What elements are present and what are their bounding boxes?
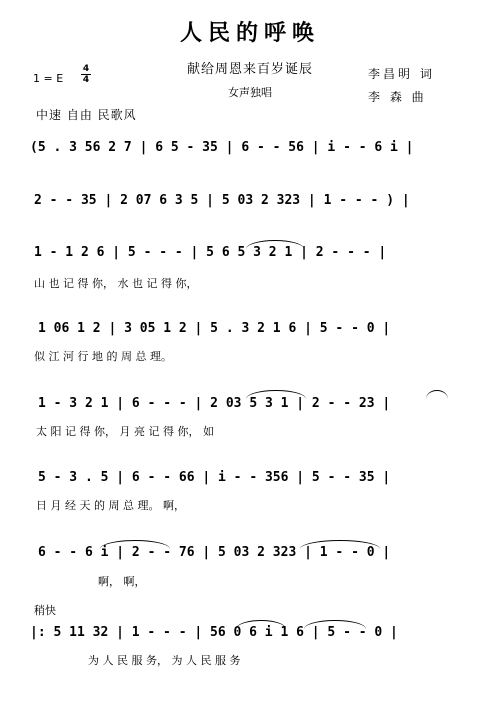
voicing-label: 女声独唱 bbox=[228, 86, 272, 99]
key-signature bbox=[33, 64, 90, 85]
time-signature bbox=[81, 64, 91, 85]
music-line: 1 - 3 2 1 | 6 - - - | 2 03 5 3 1 | 2 - - 23 | bbox=[38, 396, 391, 411]
song-subtitle: 献给周恩来百岁诞辰 bbox=[186, 62, 313, 77]
time-signature-denominator: 4 bbox=[82, 75, 90, 85]
lyric-line: 日 月 经 天 的 周 总 理。 啊， bbox=[36, 499, 185, 512]
song-title: 人民的呼唤 bbox=[179, 21, 320, 46]
key-label: 1 = E bbox=[33, 72, 64, 85]
music-line: |: 5 11 32 | 1 - - - | 56 0 6 i 1 6 | 5 - - 0 | bbox=[30, 625, 398, 640]
slur-mark bbox=[246, 240, 304, 249]
slur-mark bbox=[100, 540, 170, 549]
slur-mark bbox=[426, 390, 448, 399]
music-line: 1 - 1 2 6 | 5 - - - | 5 6 5 3 2 1 | 2 - - - | bbox=[34, 245, 387, 260]
slur-mark bbox=[300, 540, 380, 549]
lyric-line: 山 也 记 得 你， 水 也 记 得 你， bbox=[34, 277, 198, 290]
lyric-line: 为 人 民 服 务， 为 人 民 服 务 bbox=[88, 654, 241, 667]
tempo-marking: 中速 自由 民歌风 bbox=[36, 108, 137, 122]
tempo-change-marking: 稍快 bbox=[34, 604, 56, 617]
slur-mark bbox=[246, 390, 306, 399]
time-signature-numerator: 4 bbox=[82, 64, 90, 74]
slur-mark bbox=[304, 620, 366, 629]
lyric-line: 啊， 啊， bbox=[98, 575, 146, 588]
music-line: 6 - - 6 i | 2 - - 76 | 5 03 2 323 | 1 - - 0 | bbox=[38, 545, 391, 560]
slur-mark bbox=[236, 620, 286, 629]
lyricist-credit: 李昌明 词 bbox=[368, 67, 435, 81]
composer-credit: 李 森 曲 bbox=[368, 90, 427, 104]
music-line: 2 - - 35 | 2 07 6 3 5 | 5 03 2 323 | 1 - - - ) | bbox=[34, 193, 410, 208]
music-line: 5 - 3 . 5 | 6 - - 66 | i - - 356 | 5 - - 35 | bbox=[38, 470, 391, 485]
music-line: 1 06 1 2 | 3 05 1 2 | 5 . 3 2 1 6 | 5 - - 0 | bbox=[38, 321, 391, 336]
lyric-line: 太 阳 记 得 你， 月 亮 记 得 你， 如 bbox=[36, 425, 214, 438]
lyric-line: 似 江 河 行 地 的 周 总 理。 bbox=[34, 350, 172, 363]
music-line: (5 . 3 56 2 7 | 6 5 - 35 | 6 - - 56 | i - - 6 i | bbox=[30, 140, 414, 155]
